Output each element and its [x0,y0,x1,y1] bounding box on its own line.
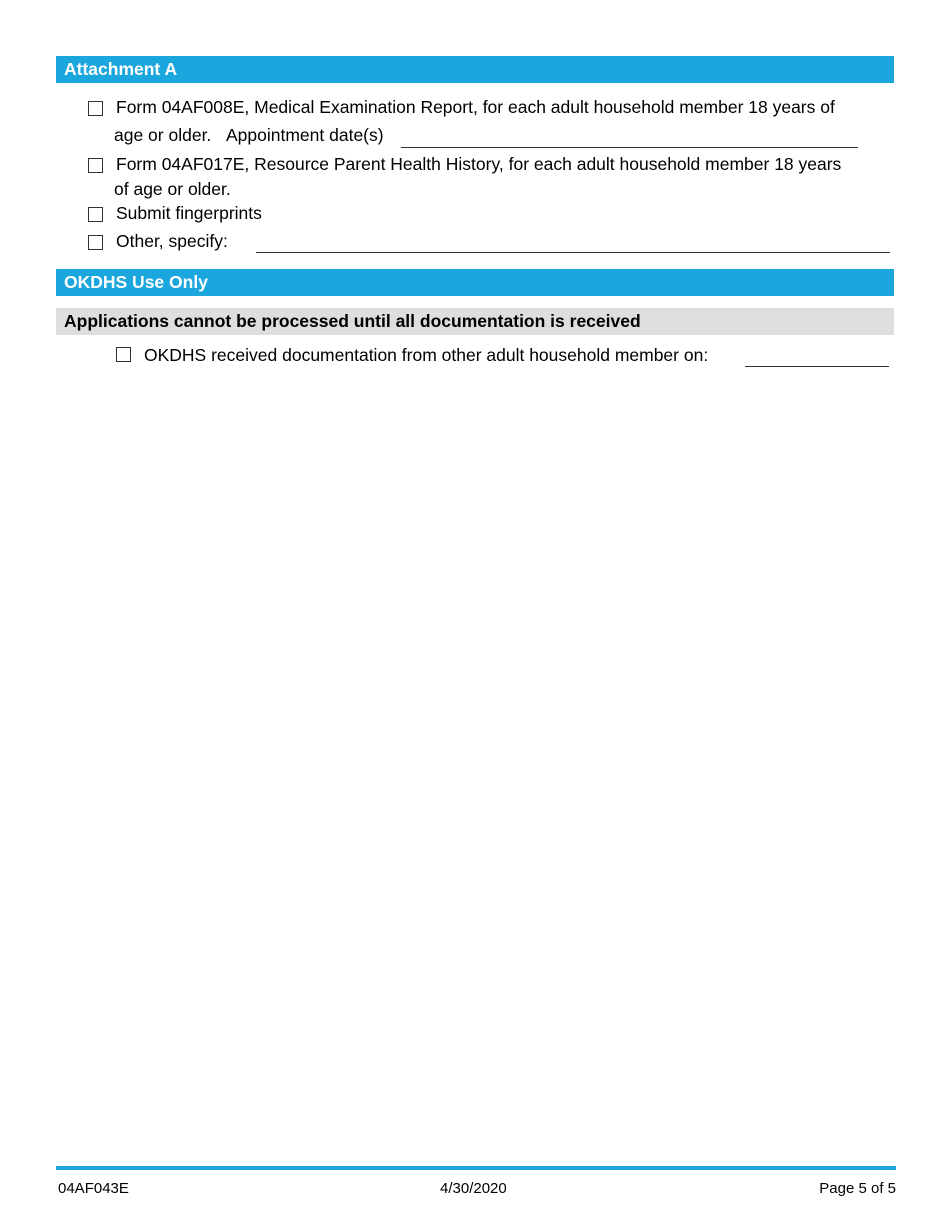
footer-page-number: Page 5 of 5 [819,1180,896,1197]
fingerprints-checkbox[interactable] [88,207,103,222]
received-documentation-label: OKDHS received documentation from other adult household member on: [144,345,709,365]
okdhs-use-only-header: OKDHS Use Only [56,269,894,296]
medical-exam-label-line2: age or older. [114,125,212,145]
other-specify-field[interactable] [256,252,890,253]
appointment-date-field[interactable] [401,147,858,148]
footer-rule [56,1166,896,1170]
received-documentation-checkbox[interactable] [116,347,131,362]
medical-exam-checkbox[interactable] [88,101,103,116]
medical-exam-label-line1: Form 04AF008E, Medical Examination Report, for each adult household member 18 years of [116,97,835,117]
appointment-date-label: Appointment date(s) [226,125,384,145]
health-history-label-line1: Form 04AF017E, Resource Parent Health History, for each adult household member 18 years [116,154,842,174]
documentation-notice: Applications cannot be processed until all documentation is received [56,308,894,335]
received-date-field[interactable] [745,366,889,367]
fingerprints-label: Submit fingerprints [116,203,262,223]
health-history-checkbox[interactable] [88,158,103,173]
health-history-label-line2: of age or older. [114,179,231,199]
other-label: Other, specify: [116,231,228,251]
footer-form-number: 04AF043E [58,1180,129,1197]
other-checkbox[interactable] [88,235,103,250]
footer-date: 4/30/2020 [440,1180,507,1197]
attachment-a-header: Attachment A [56,56,894,83]
